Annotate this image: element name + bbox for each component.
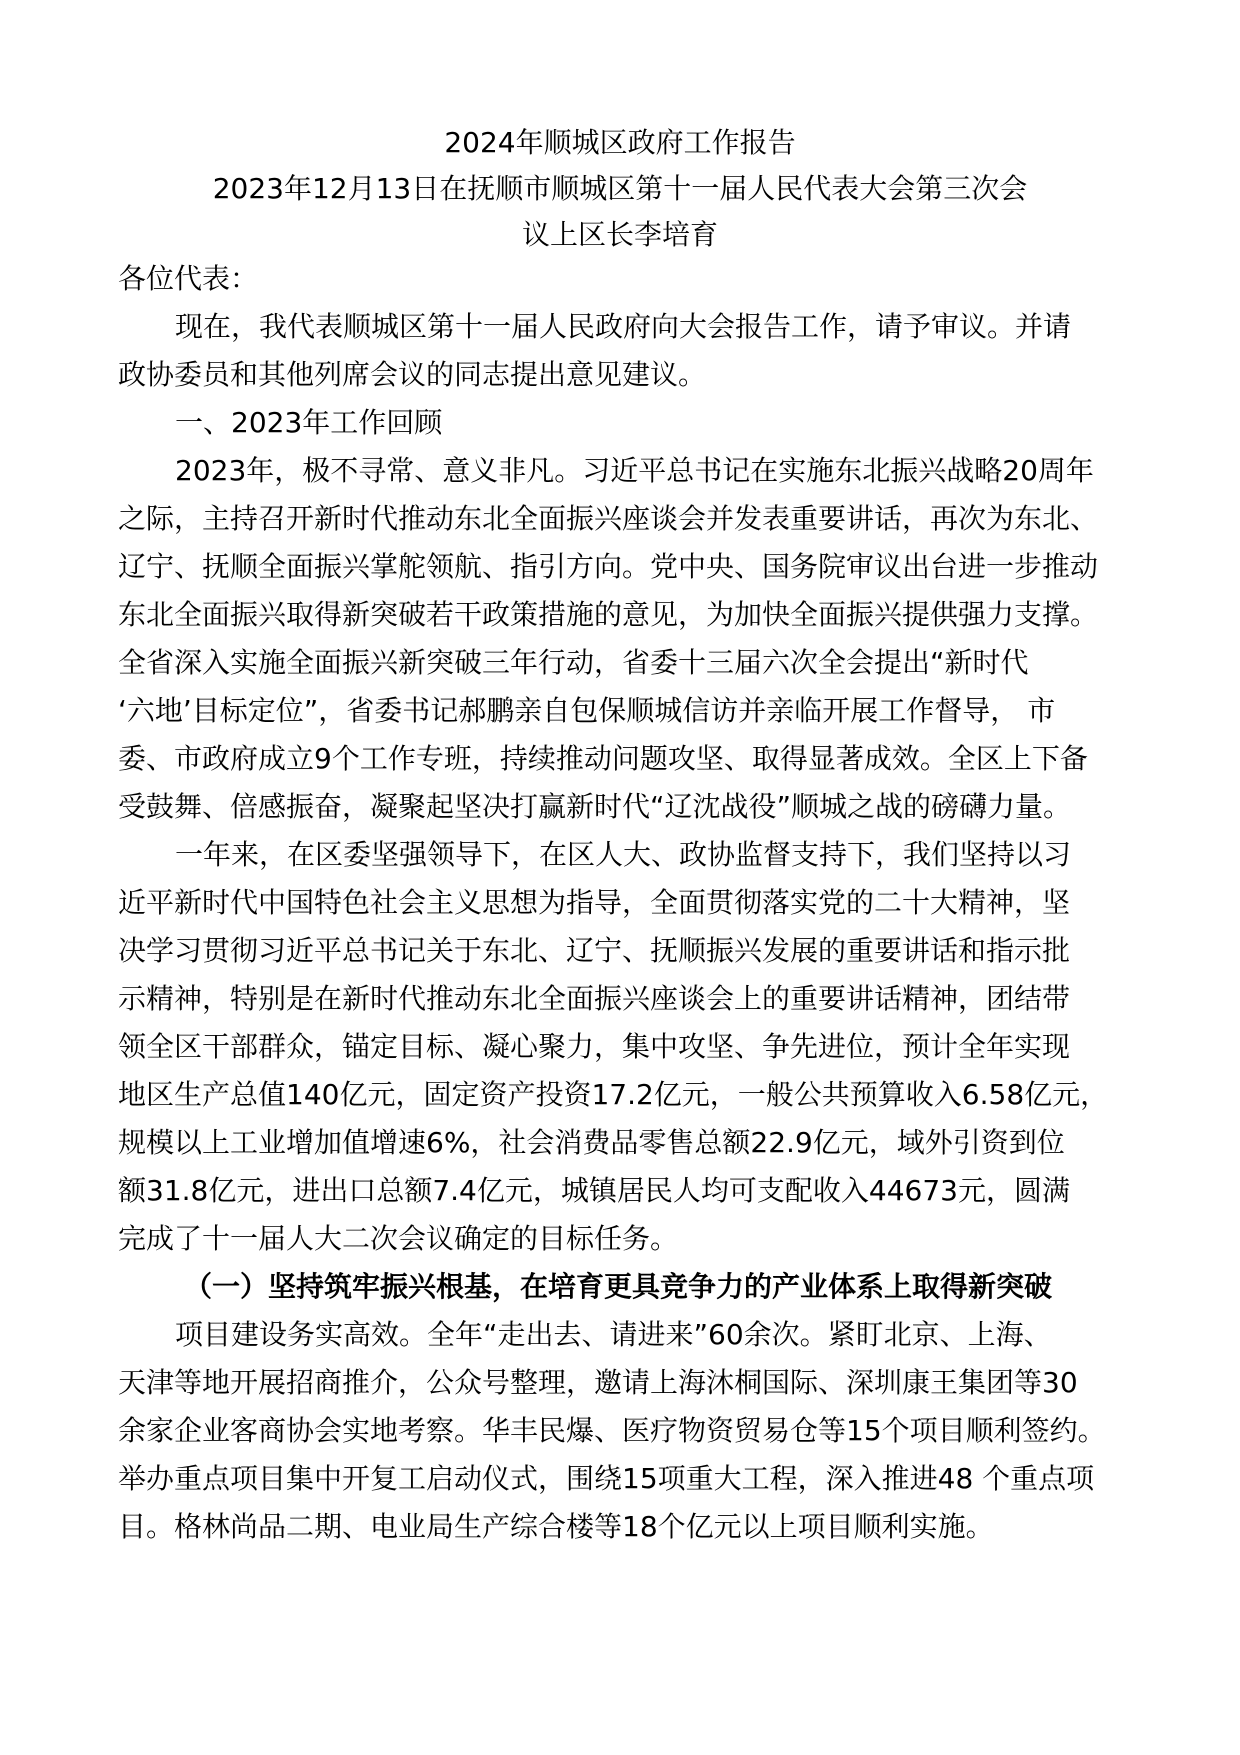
text-line: 东北全面振兴取得新突破若干政策措施的意见，为加快全面振兴提供强力支撑。 (118, 598, 1099, 631)
text-line: ‘六地’目标定位”，省委书记郝鹏亲自包保顺城信访并亲临开展工作督导， 市 (118, 694, 1056, 727)
text-line: 现在，我代表顺城区第十一届人民政府向大会报告工作，请予审议。并请 (175, 310, 1072, 343)
text-line: 2023年，极不寻常、意义非凡。习近平总书记在实施东北振兴战略20周年 (175, 454, 1094, 487)
section-heading: （一）坚持筑牢振兴根基，在培育更具竞争力的产业体系上取得新突破 (184, 1270, 1053, 1303)
text-line: 示精神，特别是在新时代推动东北全面振兴座谈会上的重要讲话精神，团结带 (118, 982, 1071, 1015)
title-line: 2024年顺城区政府工作报告 (444, 126, 796, 159)
text-line: 受鼓舞、倍感振奋，凝聚起坚决打赢新时代“辽沈战役”顺城之战的磅礴力量。 (118, 790, 1072, 823)
text-line: 一、2023年工作回顾 (175, 406, 443, 439)
text-line: 委、市政府成立9个工作专班，持续推动问题攻坚、取得显著成效。全区上下备 (118, 742, 1088, 775)
text-line: 举办重点项目集中开复工启动仪式，围绕15项重大工程，深入推进48 个重点项 (118, 1462, 1095, 1495)
text-line: 决学习贯彻习近平总书记关于东北、辽宁、抚顺振兴发展的重要讲话和指示批 (118, 934, 1071, 967)
text-line: 地区生产总值140亿元，固定资产投资17.2亿元，一般公共预算收入6.58亿元， (118, 1078, 1109, 1111)
text-line: 天津等地开展招商推介，公众号整理，邀请上海沐桐国际、深圳康王集团等30 (118, 1366, 1078, 1399)
text-line: 辽宁、抚顺全面振兴掌舵领航、指引方向。党中央、国务院审议出台进一步推动 (118, 550, 1099, 583)
document-body (118, 255, 1158, 1551)
text-line: 领全区干部群众，锚定目标、凝心聚力，集中攻坚、争先进位，预计全年实现 (118, 1030, 1071, 1063)
text-line: 之际，主持召开新时代推动东北全面振兴座谈会并发表重要讲话，再次为东北、 (118, 502, 1099, 535)
title-line: 议上区长李培育 (521, 218, 718, 251)
text-line: 完成了十一届人大二次会议确定的目标任务。 (118, 1222, 679, 1255)
text-line: 额31.8亿元，进出口总额7.4亿元，城镇居民人均可支配收入44673元，圆满 (118, 1174, 1070, 1207)
text-line: 全省深入实施全面振兴新突破三年行动，省委十三届六次全会提出“新时代 (118, 646, 1029, 679)
text-line: 规模以上工业增加值增速6%，社会消费品零售总额22.9亿元，域外引资到位 (118, 1126, 1065, 1159)
text-line: 各位代表： (118, 262, 259, 295)
text-line: 余家企业客商协会实地考察。华丰民爆、医疗物资贸易仓等15个项目顺利签约。 (118, 1414, 1106, 1447)
text-line: 政协委员和其他列席会议的同志提出意见建议。 (118, 358, 707, 391)
title-line: 2023年12月13日在抚顺市顺城区第十一届人民代表大会第三次会 (212, 172, 1028, 205)
text-line: 项目建设务实高效。全年“走出去、请进来”60余次。紧盯北京、上海、 (175, 1318, 1052, 1351)
text-line: 一年来，在区委坚强领导下，在区人大、政协监督支持下，我们坚持以习 (175, 838, 1072, 871)
text-line: 近平新时代中国特色社会主义思想为指导，全面贯彻落实党的二十大精神，坚 (118, 886, 1071, 919)
text-line: 目。格林尚品二期、电业局生产综合楼等18个亿元以上项目顺利实施。 (118, 1510, 994, 1543)
document-title (0, 120, 1240, 258)
